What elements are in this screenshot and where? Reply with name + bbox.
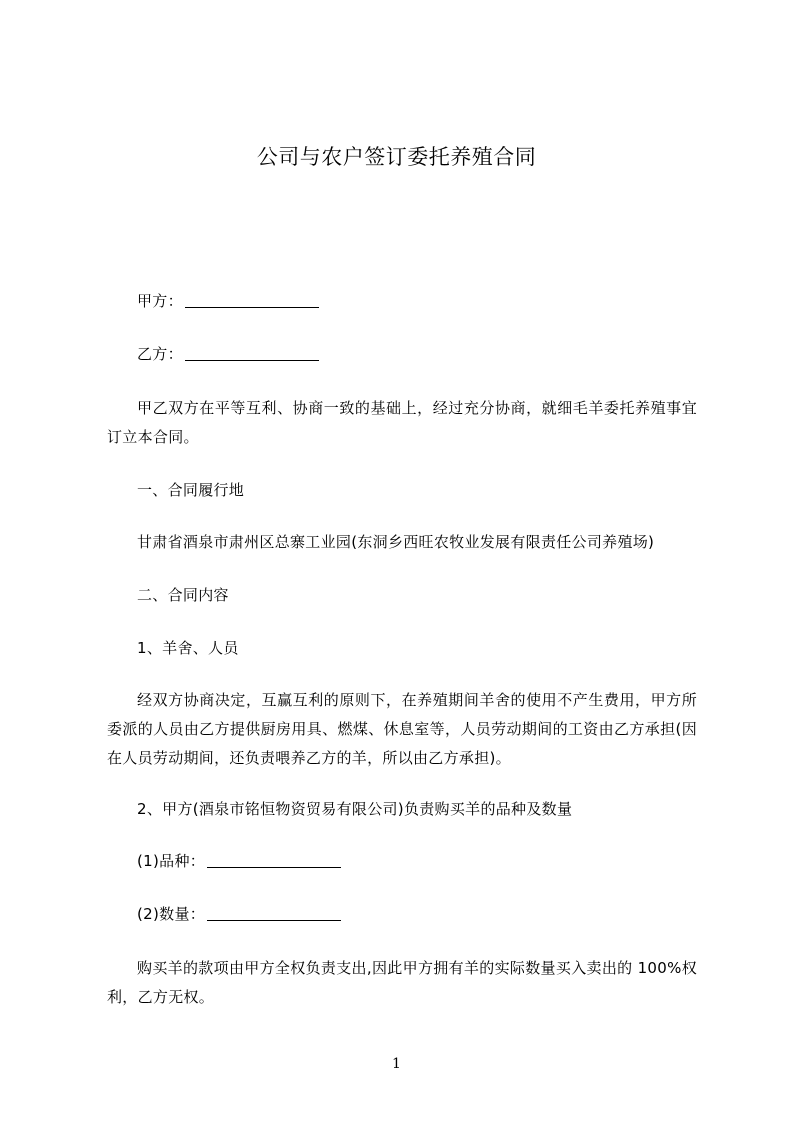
- party-b-line: [137, 344, 319, 364]
- party-a-line: [137, 291, 319, 311]
- page-number: 1: [392, 1056, 401, 1072]
- variety-blank: [207, 853, 341, 868]
- section1-text: 甘肃省酒泉市肃州区总寨工业园(东洞乡西旺农牧业发展有限责任公司养殖场): [137, 533, 655, 551]
- item1-heading: 1、羊舍、人员: [137, 639, 239, 657]
- payment-paragraph: 购买羊的款项由甲方全权负责支出,因此甲方拥有羊的实际数量买入卖出的 100%权利，乙方无权。: [107, 959, 697, 1006]
- party-a-blank: [185, 293, 319, 308]
- section1-heading: 一、合同履行地: [137, 481, 245, 499]
- intro-paragraph: 甲乙双方在平等互利、协商一致的基础上，经过充分协商，就细毛羊委托养殖事宜订立本合同。: [107, 399, 697, 446]
- variety-line: [137, 851, 341, 871]
- variety-label: (1)品种：: [137, 852, 206, 870]
- item1-paragraph: 经双方协商决定，互赢互利的原则下，在养殖期间羊舍的使用不产生费用，甲方所委派的人员由乙方提供厨房用具、燃煤、休息室等，人员劳动期间的工资由乙方承担(因在人员劳动期间，还负责喂养乙方的羊，所以由乙方承担)。: [107, 691, 697, 767]
- document-title: 公司与农户签订委托养殖合同: [256, 145, 537, 169]
- item2-heading: 2、甲方(酒泉市铭恒物资贸易有限公司)负责购买羊的品种及数量: [137, 800, 573, 818]
- party-a-label: 甲方：: [137, 292, 183, 310]
- quantity-line: [137, 904, 341, 924]
- party-b-label: 乙方：: [137, 345, 183, 363]
- party-b-blank: [185, 346, 319, 361]
- quantity-blank: [207, 906, 341, 921]
- section2-heading: 二、合同内容: [137, 586, 229, 604]
- quantity-label: (2)数量：: [137, 905, 206, 923]
